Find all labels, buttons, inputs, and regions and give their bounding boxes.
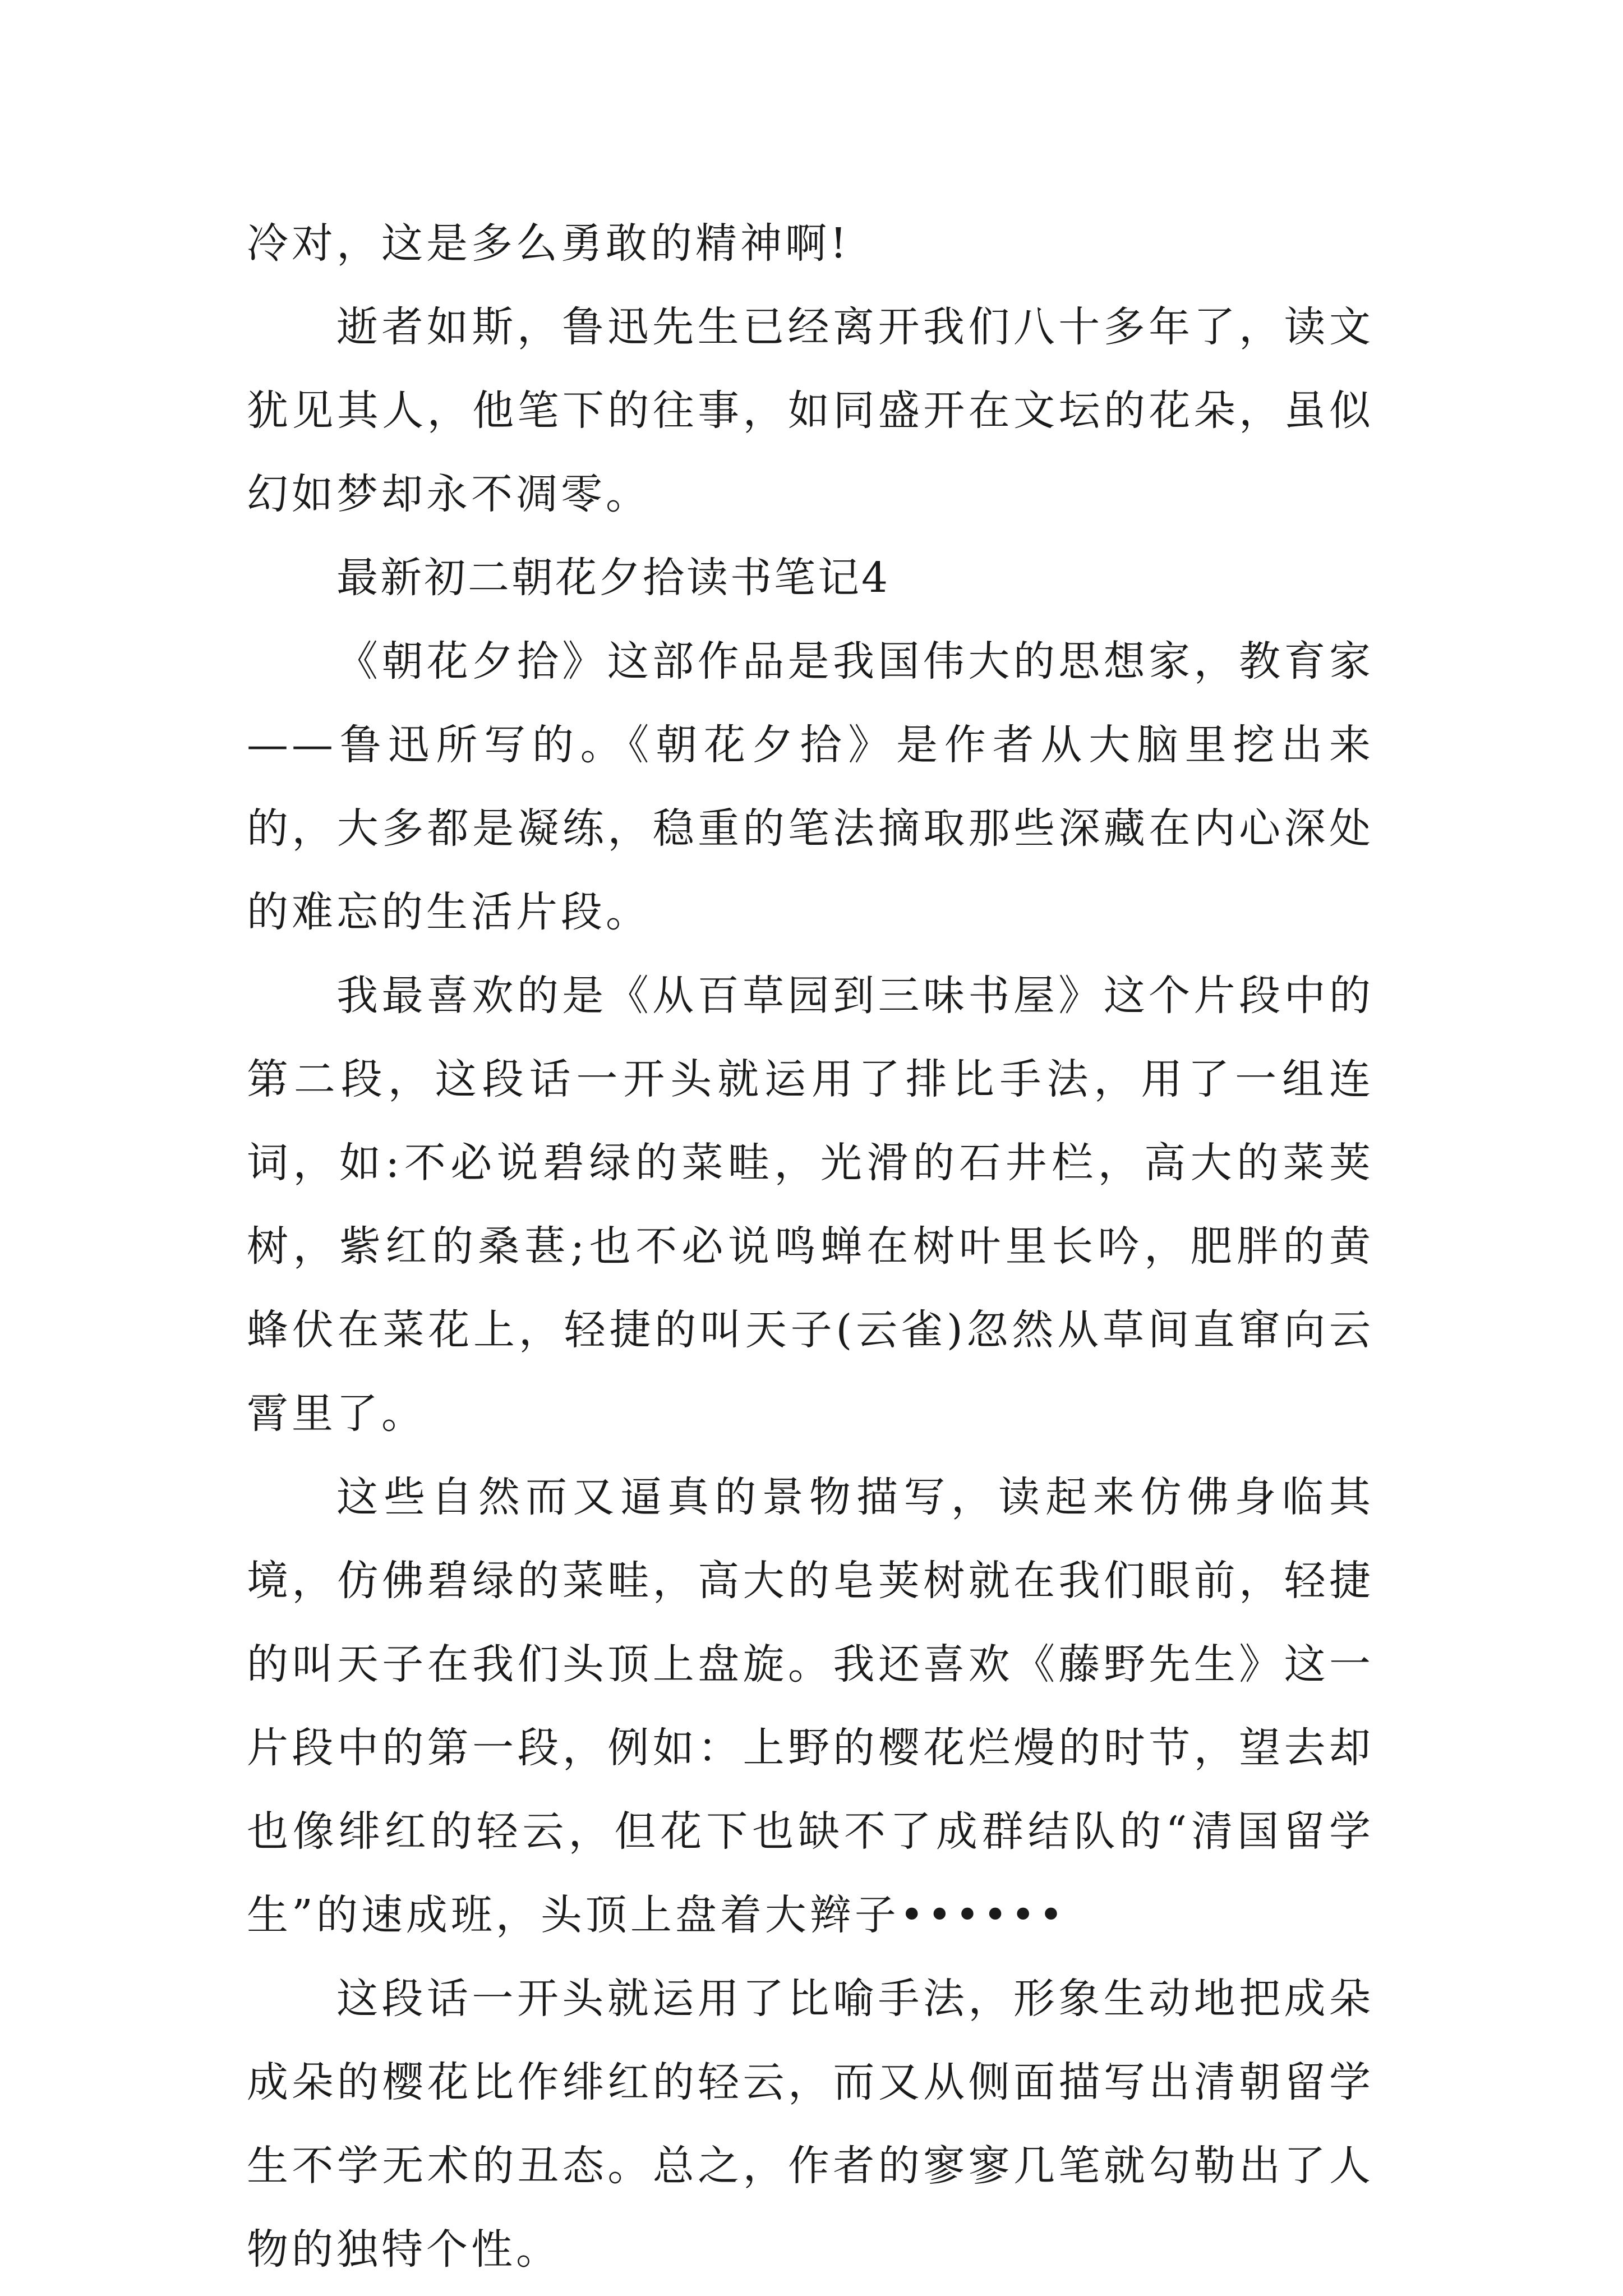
paragraph-metaphor-analysis: 这段话一开头就运用了比喻手法，形象生动地把成朵成朵的樱花比作绯红的轻云，而又从侧面描写出清朝留学生不学无术的丑态。总之，作者的寥寥几笔就勾勒出了人物的独特个性。 xyxy=(247,1975,1374,2274)
section-heading: 最新初二朝花夕拾读书笔记4 xyxy=(336,554,891,602)
paragraph-lu-xun-tribute: 逝者如斯，鲁迅先生已经离开我们八十多年了，读文犹见其人，他笔下的往事，如同盛开在文坛的花朵，虽似幻如梦却永不凋零。 xyxy=(247,303,1374,518)
paragraph-continuation: 冷对，这是多么勇敢的精神啊! xyxy=(247,219,850,268)
document-body xyxy=(247,202,1374,2292)
paragraph-book-intro: 《朝花夕拾》这部作品是我国伟大的思想家，教育家——鲁迅所写的。《朝花夕拾》是作者从大脑里挖出来的，大多都是凝练，稳重的笔法摘取那些深藏在内心深处的难忘的生活片段。 xyxy=(247,637,1374,936)
paragraph-baicaoyuan: 我最喜欢的是《从百草园到三味书屋》这个片段中的第二段，这段话一开头就运用了排比手法，用了一组连词，如:不必说碧绿的菜畦，光滑的石井栏，高大的菜荚树，紫红的桑葚;也不必说鸣蝉在树叶里长吟，肥胖的黄蜂伏在菜花上，轻捷的叫天子(云雀)忽然从草间直窜向云霄里了。 xyxy=(247,972,1374,1438)
paragraph-scenery-description: 这些自然而又逼真的景物描写，读起来仿佛身临其境，仿佛碧绿的菜畦，高大的皂荚树就在我们眼前，轻捷的叫天子在我们头顶上盘旋。我还喜欢《藤野先生》这一片段中的第一段，例如：上野的樱花烂熳的时节，望去却也像绯红的轻云，但花下也缺不了成群结队的“清国留学生”的速成班，头顶上盘着大辫子•••••• xyxy=(247,1473,1374,1939)
